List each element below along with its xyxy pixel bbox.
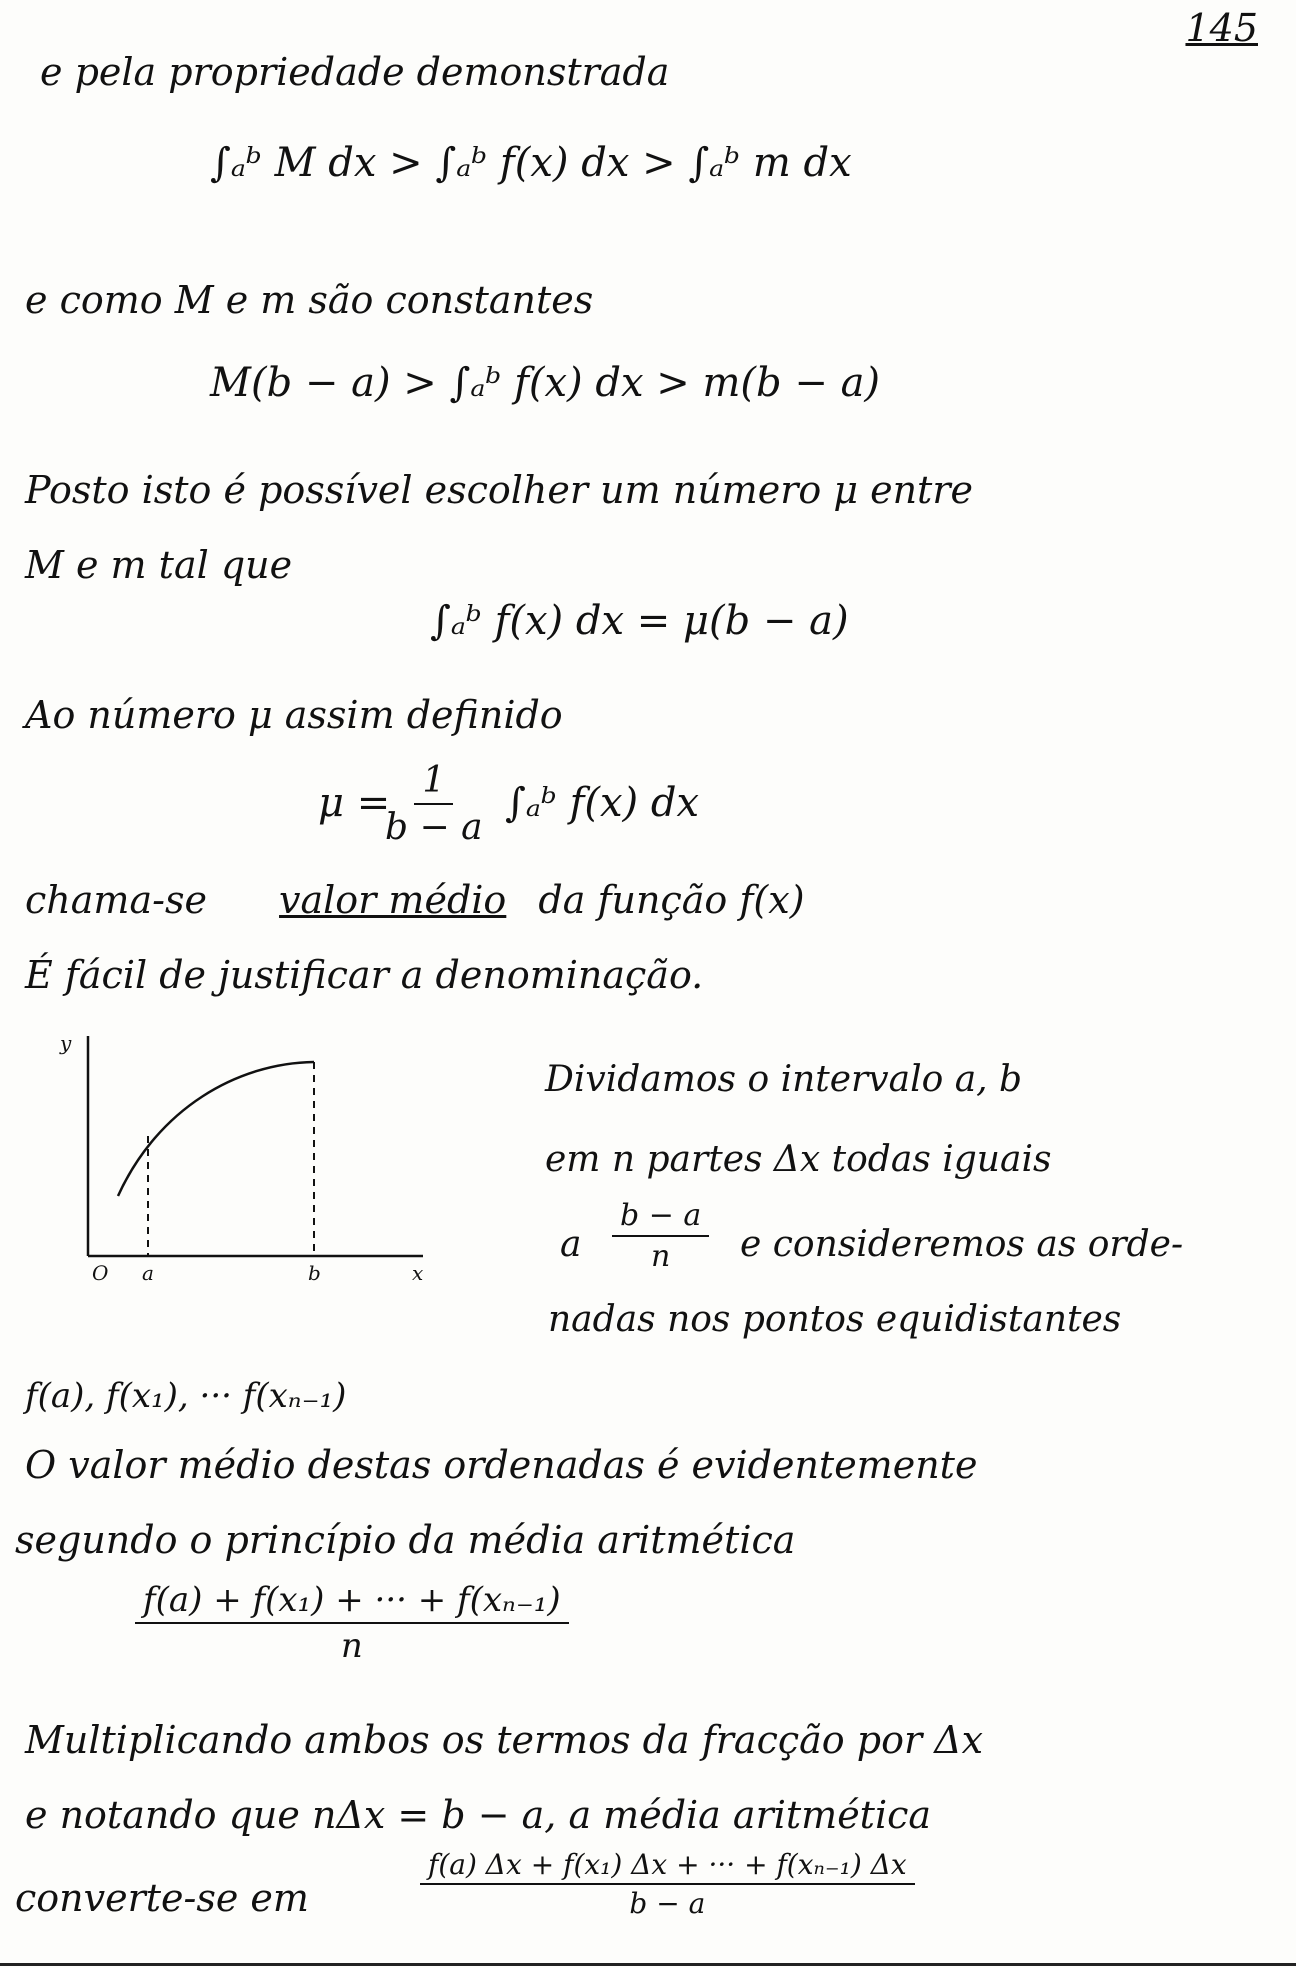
text-line: Dividamos o intervalo a, b bbox=[545, 1059, 1023, 1100]
text-fragment: da função f(x) bbox=[538, 878, 805, 922]
mu-rhs: ∫ₐᵇ f(x) dx bbox=[505, 780, 700, 826]
text-line: Multiplicando ambos os termos da fracção por Δx bbox=[25, 1718, 984, 1762]
b-label: b bbox=[308, 1261, 321, 1285]
a-label: a bbox=[142, 1261, 154, 1285]
fraction-denominator: n bbox=[340, 1626, 363, 1666]
text-line: e como M e m são constantes bbox=[25, 278, 594, 322]
text-line: converte-se em bbox=[15, 1876, 309, 1920]
ordinates-list: f(a), f(x₁), ··· f(xₙ₋₁) bbox=[25, 1376, 347, 1416]
origin-label: O bbox=[92, 1261, 109, 1285]
fraction-denominator: b − a bbox=[629, 1887, 706, 1920]
function-graph bbox=[60, 1028, 448, 1288]
text-line: e pela propriedade demonstrada bbox=[40, 50, 670, 94]
text-fragment: chama-se bbox=[25, 878, 207, 922]
text-line: e consideremos as orde- bbox=[740, 1224, 1184, 1265]
step-fraction bbox=[612, 1198, 709, 1274]
mu-fraction bbox=[385, 760, 483, 848]
text-line: M e m tal que bbox=[25, 543, 293, 587]
defined-term: valor médio bbox=[279, 878, 507, 922]
text-line: É fácil de justificar a denominação. bbox=[25, 953, 704, 997]
inequality-integrals: ∫ₐᵇ M dx > ∫ₐᵇ f(x) dx > ∫ₐᵇ m dx bbox=[210, 140, 852, 186]
fraction-numerator: 1 bbox=[414, 760, 453, 805]
text-line: e notando que nΔx = b − a, a média aritmética bbox=[25, 1793, 932, 1837]
fraction-numerator: f(a) Δx + f(x₁) Δx + ··· + f(xₙ₋₁) Δx bbox=[420, 1848, 915, 1885]
converted-mean-fraction bbox=[420, 1848, 915, 1920]
fraction-numerator: f(a) + f(x₁) + ··· + f(xₙ₋₁) bbox=[135, 1580, 569, 1624]
mu-lhs: μ = bbox=[318, 780, 391, 826]
arithmetic-mean-fraction bbox=[135, 1580, 569, 1666]
y-axis-label: y bbox=[60, 1031, 72, 1055]
page-number: 145 bbox=[1185, 6, 1258, 50]
fraction-numerator: b − a bbox=[612, 1198, 709, 1237]
text-line: Posto isto é possível escolher um número μ entre bbox=[25, 468, 973, 512]
text-fragment: a bbox=[560, 1224, 582, 1265]
text-line: segundo o princípio da média aritmética bbox=[15, 1518, 796, 1562]
mean-value-equation: ∫ₐᵇ f(x) dx = μ(b − a) bbox=[430, 598, 849, 644]
text-line: nadas nos pontos equidistantes bbox=[548, 1299, 1122, 1340]
text-line: em n partes Δx todas iguais bbox=[545, 1139, 1052, 1180]
page-bottom-edge bbox=[0, 1963, 1296, 1966]
fraction-denominator: n bbox=[650, 1239, 671, 1274]
text-line: Ao número μ assim definido bbox=[25, 693, 563, 737]
text-line bbox=[25, 880, 805, 922]
fraction-denominator: b − a bbox=[385, 807, 483, 848]
inequality-products: M(b − a) > ∫ₐᵇ f(x) dx > m(b − a) bbox=[210, 360, 881, 406]
x-axis-label: x bbox=[412, 1261, 424, 1285]
text-line: O valor médio destas ordenadas é evidentemente bbox=[25, 1443, 978, 1487]
